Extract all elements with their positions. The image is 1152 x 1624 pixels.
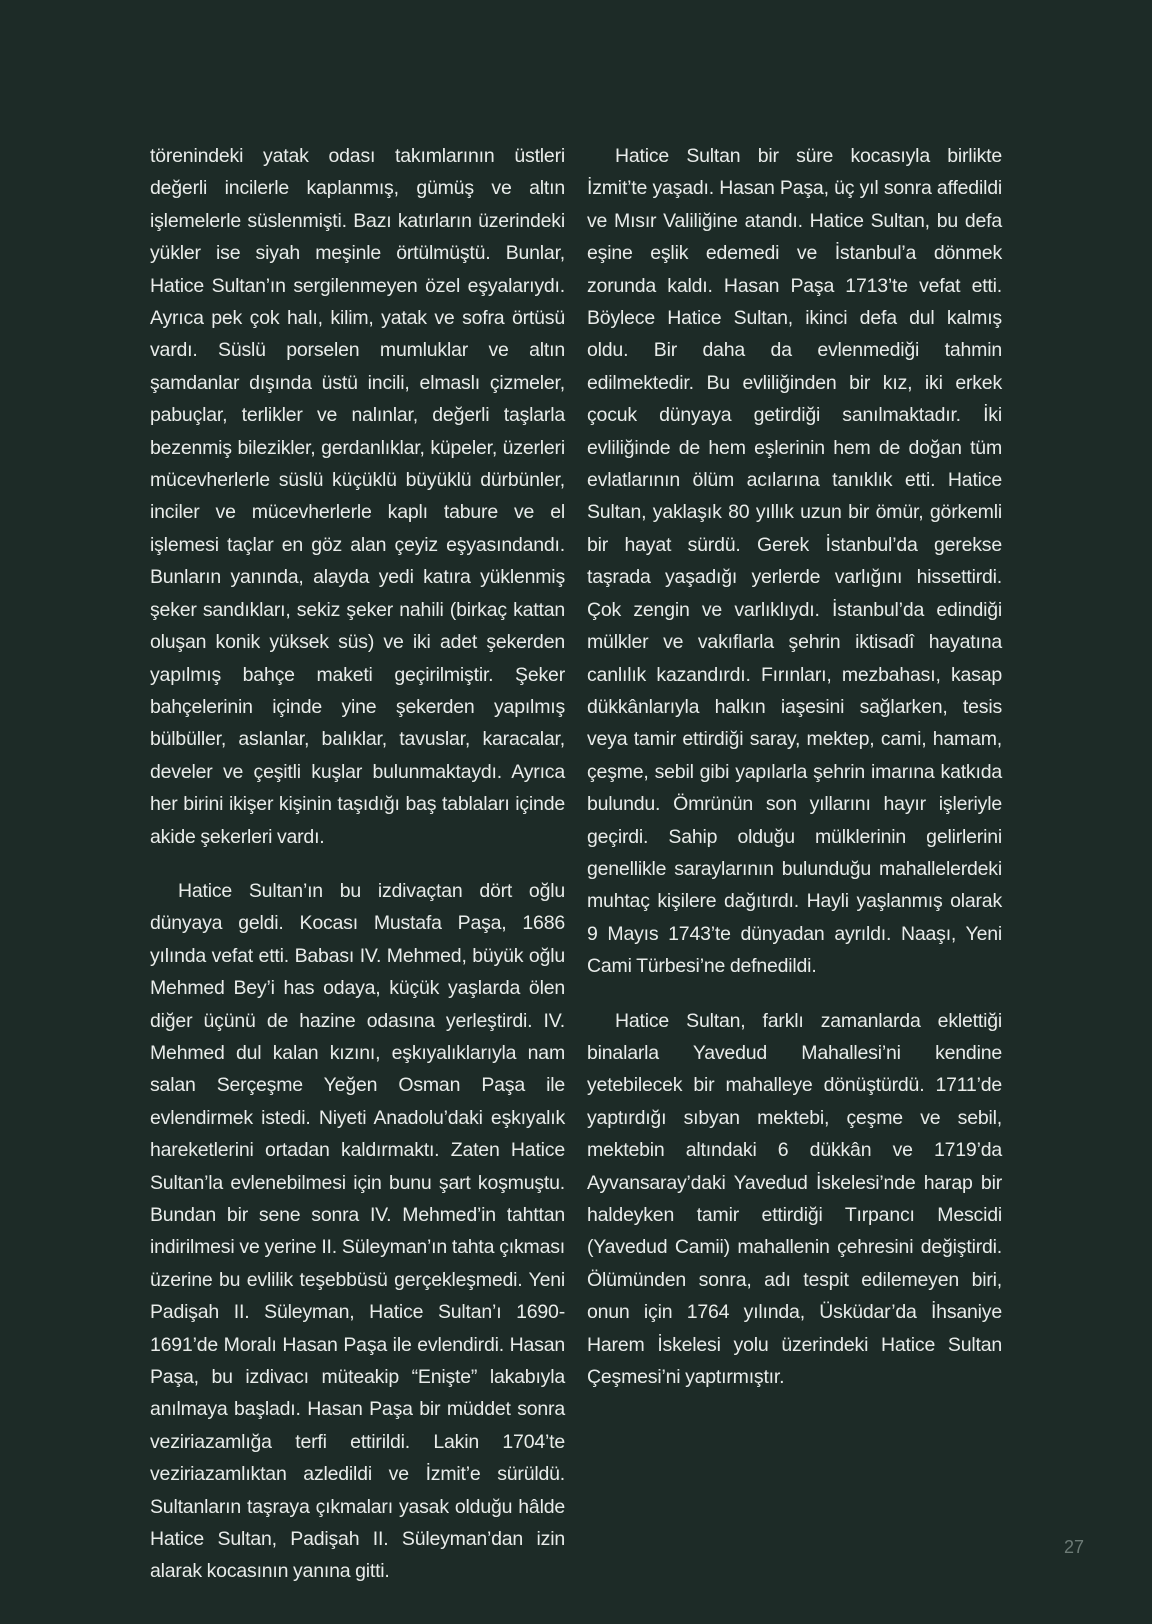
right-text-column [587,140,1002,1415]
paragraph-yavedud-mahallesi: Hatice Sultan, farklı zamanlarda eklettiği binalarla Yavedud Mahallesi’ni kendine yetebilecek bir mahalleye dönüştürdü. 1711’de yaptırdığı sıbyan mektebi, çeşme ve sebil, mektebin altındaki 6 dükkân ve 1719’da Ayvansaray’daki Yavedud İskelesi’nde harap bir haldeyken tamir ettirdiği Tırpancı Mescidi (Yavedud Camii) mahallenin çehresini değiştirdi. Ölümünden sonra, adı tespit edilemeyen biri, onun için 1764 yılında, Üsküdar’da İhsaniye Harem İskelesi yolu üzerindeki Hatice Sultan Çeşmesi’ni yaptırmıştır. [587,1009,1002,1389]
paragraph-dowry-description: törenindeki yatak odası takımlarının üstleri değerli incilerle kaplanmış, gümüş ve altın işlemelerle süslenmişti. Bazı katırların üzerindeki yükler ise siyah meşinle örtülmüştü. Bunlar, Hatice Sultan’ın sergilenmeyen özel eşyalarıydı. Ayrıca pek çok halı, kilim, yatak ve sofra örtüsü vardı. Süslü porselen mumluklar ve altın şamdanlar dışında üstü incili, elmaslı çizmeler, pabuçlar, terlikler ve nalınlar, değerli taşlarla bezenmiş bilezikler, gerdanlıklar, küpeler, üzerleri mücevherlerle süslü küçüklü büyüklü dürbünler, inciler ve mücevherlerle kaplı tabure ve el işlemesi taçlar en göz alan çeyiz eşyasındandı. Bunların yanında, alayda yedi katıra yüklenmiş şeker sandıkları, sekiz şeker nahili (birkaç kattan oluşan konik yüksek süs) ve iki adet şekerden yapılmış bahçe maketi geçirilmiştir. Şeker bahçelerinin içinde yine şekerden yapılmış bülbüller, aslanlar, balıklar, tavuslar, karacalar, develer ve çeşitli kuşlar bulunmaktaydı. Ayrıca her birini ikişer kişinin taşıdığı baş tablaları içinde akide şekerleri vardı. [150,145,565,848]
left-text-column [150,140,565,1610]
paragraph-marriages: Hatice Sultan’ın bu izdivaçtan dört oğlu dünyaya geldi. Kocası Mustafa Paşa, 1686 yılında vefat etti. Babası IV. Mehmed, büyük oğlu Mehmed Bey’i has odaya, küçük yaşlarda ölen diğer üçünü de hazine odasına yerleştirdi. IV. Mehmed dul kalan kızını, eşkıyalıklarıyla nam salan Serçeşme Yeğen Osman Paşa ile evlendirmek istedi. Niyeti Anadolu’daki eşkıyalık hareketlerini ortadan kaldırmaktı. Zaten Hatice Sultan’la evlenebilmesi için bunu şart koşmuştu. Bundan bir sene sonra IV. Mehmed’in tahttan indirilmesi ve yerine II. Süleyman’ın tahta çıkması üzerine bu evlilik teşebbüsü gerçekleşmedi. Yeni Padişah II. Süleyman, Hatice Sultan’ı 1690-1691’de Moralı Hasan Paşa ile evlendirdi. Hasan Paşa, bu izdivacı müteakip “Enişte” lakabıyla anılmaya başladı. Hasan Paşa bir müddet sonra veziriazamlığa terfi ettirildi. Lakin 1704’te veziriazamlıktan azledildi ve İzmit’e sürüldü. Sultanların taşraya çıkmaları yasak olduğu hâlde Hatice Sultan, Padişah II. Süleyman’dan izin alarak kocasının yanına gitti. [150,879,565,1583]
page-number: 27 [1064,1537,1085,1557]
paragraph-later-life: Hatice Sultan bir süre kocasıyla birlikte İzmit’te yaşadı. Hasan Paşa, üç yıl sonra affedildi ve Mısır Valiliğine atandı. Hatice Sultan, bu defa eşine eşlik edemedi ve İstanbul’a dönmek zorunda kaldı. Hasan Paşa 1713’te vefat etti. Böylece Hatice Sultan, ikinci defa dul kalmış oldu. Bir daha da evlenmediği tahmin edilmektedir. Bu evliliğinden bir kız, iki erkek çocuk dünyaya getirdiği sanılmaktadır. İki evliliğinde de hem eşlerinin hem de doğan tüm evlatlarının ölüm acılarına tanıklık etti. Hatice Sultan, yaklaşık 80 yıllık uzun bir ömür, görkemli bir hayat sürdü. Gerek İstanbul’da gerekse taşrada yaşadığı yerlerde varlığını hissettirdi. Çok zengin ve varlıklıydı. İstanbul’da edindiği mülkler ve vakıflarla şehrin iktisadî hayatına canlılık kazandırdı. Fırınları, mezbahası, kasap dükkânlarıyla halkın iaşesini sağlarken, tesis veya tamir ettirdiği saray, mektep, cami, hamam, çeşme, sebil gibi yapılarla şehrin imarına katkıda bulundu. Ömrünün son yıllarını hayır işleriyle geçirdi. Sahip olduğu mülklerinin gelirlerini genellikle saraylarının bulunduğu mahallelerdeki muhtaç kişilere dağıtırdı. Hayli yaşlanmış olarak 9 Mayıs 1743’te dünyadan ayrıldı. Naaşı, Yeni Cami Türbesi’ne defnedildi. [587,145,1002,978]
